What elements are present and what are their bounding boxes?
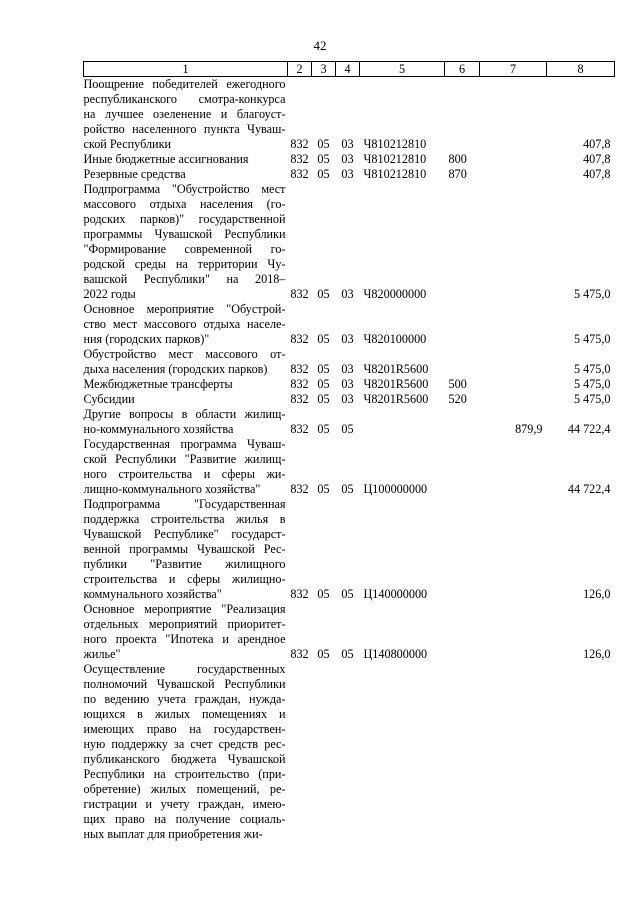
cell-col-7 [480,377,547,392]
row-name-line: коммунального хозяйства" [83,587,222,601]
row-name-cell [84,497,288,602]
row-name-line: программы Чувашской Республики [83,227,286,241]
cell-col-3: 05 [317,392,330,406]
row-name-line: поддержка строительства жилья в [83,512,286,526]
cell-col-2: 832 [290,167,309,181]
column-header: 6 [445,62,480,77]
table-row [84,437,615,497]
cell-col-7 [480,182,547,302]
cell-col-8: 126,0 [583,647,611,661]
row-name-line: Государственная программа Чуваш- [83,437,286,451]
cell-col-4: 05 [341,647,354,661]
row-name-cell [84,407,288,437]
cell-col-7 [480,497,547,602]
row-name-line: ных выплат для приобретения жи- [83,827,263,841]
cell-col-2: 832 [290,287,309,301]
cell-col-4: 05 [341,482,354,496]
row-name-line: дыха населения (городских парков) [83,362,268,376]
row-name-line: обретение) жилых помещений, ре- [83,782,286,796]
cell-col-5: Ч8201R5600 [363,362,429,376]
table-row [84,602,615,662]
table-row [84,77,615,153]
row-name-cell [84,182,288,302]
cell-col-7: 879,9 [515,422,543,436]
row-name-line: гистрации и учету граждан, имею- [83,797,286,811]
cell-col-2: 832 [290,362,309,376]
cell-col-8: 5 475,0 [573,332,611,346]
cell-col-8: 407,8 [583,167,611,181]
cell-col-7 [480,602,547,662]
cell-col-7 [480,662,547,842]
cell-col-6 [445,182,480,302]
table-row [84,377,615,392]
cell-col-3: 05 [317,647,330,661]
cell-col-5: Ч820000000 [363,287,427,301]
row-name-line: лищно-коммунального хозяйства" [83,482,261,496]
cell-col-5: Ч8201R5600 [363,377,429,391]
cell-col-6: 520 [448,392,467,406]
row-name-cell [84,77,288,153]
cell-col-2: 832 [290,377,309,391]
row-name-line: Резервные средства [83,167,186,181]
cell-col-8: 44 722,4 [567,422,611,436]
row-name-cell [84,347,288,377]
cell-col-4: 03 [341,287,354,301]
cell-col-5 [360,662,445,842]
cell-col-3: 05 [317,587,330,601]
cell-col-6 [445,407,480,437]
cell-col-4: 03 [341,392,354,406]
row-name-line: полномочий Чувашской Республики [83,677,286,691]
row-name-line: публики "Развитие жилищного [83,557,286,571]
row-name-line: ного проекта "Ипотека и арендное [83,632,286,646]
cell-col-3: 05 [317,167,330,181]
cell-col-4 [336,662,360,842]
cell-col-5: Ч810212810 [363,167,427,181]
row-name-cell [84,302,288,347]
row-name-line: ской Республики "Развитие жилищ- [83,452,286,466]
cell-col-2: 832 [290,422,309,436]
cell-col-7 [480,152,547,167]
cell-col-3: 05 [317,482,330,496]
cell-col-2: 832 [290,332,309,346]
cell-col-5: Ц140800000 [363,647,428,661]
column-header: 3 [312,62,336,77]
cell-col-5: Ц140000000 [363,587,428,601]
cell-col-7 [480,347,547,377]
cell-col-6 [445,602,480,662]
row-name-cell [84,152,288,167]
row-name-line: ния (городских парков)" [83,332,210,346]
cell-col-8 [547,662,615,842]
cell-col-7 [480,167,547,182]
row-name-line: имеющих право на государствен- [83,722,286,736]
row-name-cell [84,392,288,407]
cell-col-4: 03 [341,137,354,151]
column-header: 5 [360,62,445,77]
row-name-line: 2022 годы [83,287,136,301]
row-name-line: Основное мероприятие "Реализация [83,602,286,616]
column-header: 4 [336,62,360,77]
cell-col-2: 832 [290,137,309,151]
column-header: 7 [480,62,547,77]
cell-col-3: 05 [317,377,330,391]
row-name-line: Поощрение победителей ежегодного [83,77,286,91]
cell-col-5: Ч8201R5600 [363,392,429,406]
row-name-line: ской Республики [83,137,172,151]
table-row [84,302,615,347]
cell-col-6 [445,347,480,377]
cell-col-2: 832 [290,392,309,406]
row-name-line: венной программы Чувашской Рес- [83,542,286,556]
table-body [84,77,615,843]
row-name-cell [84,437,288,497]
table-header-row [84,62,615,77]
column-header: 1 [84,62,288,77]
column-header: 8 [547,62,615,77]
row-name-line: щих право на получение социаль- [83,812,286,826]
table-row [84,167,615,182]
table-row [84,152,615,167]
row-name-line: Республики на строительство (при- [83,767,286,781]
table-row [84,662,615,842]
column-header: 2 [288,62,312,77]
cell-col-6 [445,302,480,347]
cell-col-7 [480,302,547,347]
row-name-line: массового отдыха населения (го- [83,197,286,211]
table-row [84,392,615,407]
cell-col-5: Ч820100000 [363,332,427,346]
row-name-line: ство мест массового отдыха населе- [83,317,286,331]
cell-col-3 [312,662,336,842]
row-name-cell [84,602,288,662]
row-name-line: Осуществление государственных [83,662,286,676]
cell-col-4: 03 [341,332,354,346]
cell-col-7 [480,77,547,153]
cell-col-3: 05 [317,332,330,346]
cell-col-3: 05 [317,362,330,376]
table-row [84,407,615,437]
row-name-line: республиканского смотра-конкурса [83,92,286,106]
row-name-line: родской среды на территории Чу- [83,257,286,271]
cell-col-6: 500 [448,377,467,391]
cell-col-5 [360,407,445,437]
row-name-line: "Формирование современной го- [83,242,286,256]
page-number: 42 [313,38,327,53]
cell-col-3: 05 [317,422,330,436]
table-row [84,347,615,377]
row-name-line: Иные бюджетные ассигнования [83,152,249,166]
cell-col-8: 126,0 [583,587,611,601]
cell-col-7 [480,392,547,407]
row-name-cell [84,167,288,182]
cell-col-5: Ч810212810 [363,137,427,151]
cell-col-4: 03 [341,362,354,376]
cell-col-3: 05 [317,137,330,151]
row-name-line: жилье" [83,647,121,661]
row-name-line: отдельных мероприятий приоритет- [83,617,286,631]
cell-col-2: 832 [290,482,309,496]
cell-col-8: 44 722,4 [567,482,611,496]
row-name-line: Чувашской Республике" государст- [83,527,286,541]
row-name-line: публиканского бюджета Чувашской [83,752,286,766]
row-name-line: но-коммунального хозяйства [83,422,234,436]
cell-col-3: 05 [317,287,330,301]
row-name-line: Подпрограмма "Обустройство мест [83,182,286,196]
cell-col-3: 05 [317,152,330,166]
cell-col-6 [445,77,480,153]
cell-col-8: 407,8 [583,152,611,166]
cell-col-6 [445,497,480,602]
row-name-line: строительства и сферы жилищно- [83,572,286,586]
cell-col-2 [288,662,312,842]
row-name-line: Субсидии [83,392,135,406]
row-name-line: Основное мероприятие "Обустрой- [83,302,286,316]
row-name-cell [84,662,288,842]
row-name-line: ройство населенного пункта Чуваш- [83,122,286,136]
cell-col-4: 05 [341,422,354,436]
row-name-line: вашской Республики" на 2018– [83,272,286,286]
row-name-line: на лучшее озеленение и благоуст- [83,107,286,121]
cell-col-5: Ч810212810 [363,152,427,166]
row-name-line: Другие вопросы в области жилищ- [83,407,286,421]
row-name-line: Подпрограмма "Государственная [83,497,286,511]
cell-col-6: 800 [448,152,467,166]
cell-col-2: 832 [290,587,309,601]
budget-table [83,61,615,842]
cell-col-4: 03 [341,377,354,391]
row-name-line: ную поддержку за счет средств рес- [83,737,286,751]
cell-col-8: 407,8 [583,137,611,151]
row-name-line: по ведению учета граждан, нужда- [83,692,286,706]
table-row [84,182,615,302]
row-name-line: Обустройство мест массового от- [83,347,286,361]
cell-col-6 [445,437,480,497]
cell-col-8: 5 475,0 [573,362,611,376]
row-name-line: Межбюджетные трансферты [83,377,233,391]
cell-col-4: 03 [341,152,354,166]
cell-col-6: 870 [448,167,467,181]
cell-col-8: 5 475,0 [573,287,611,301]
row-name-line: ного строительства и сферы жи- [83,467,286,481]
cell-col-7 [480,437,547,497]
cell-col-2: 832 [290,647,309,661]
cell-col-4: 05 [341,587,354,601]
table-row [84,497,615,602]
row-name-cell [84,377,288,392]
cell-col-2: 832 [290,152,309,166]
cell-col-4: 03 [341,167,354,181]
cell-col-8: 5 475,0 [573,377,611,391]
row-name-line: ющихся в жилых помещениях и [83,707,286,721]
cell-col-5: Ц100000000 [363,482,428,496]
cell-col-6 [445,662,480,842]
row-name-line: родских парков)" государственной [83,212,286,226]
cell-col-8: 5 475,0 [573,392,611,406]
